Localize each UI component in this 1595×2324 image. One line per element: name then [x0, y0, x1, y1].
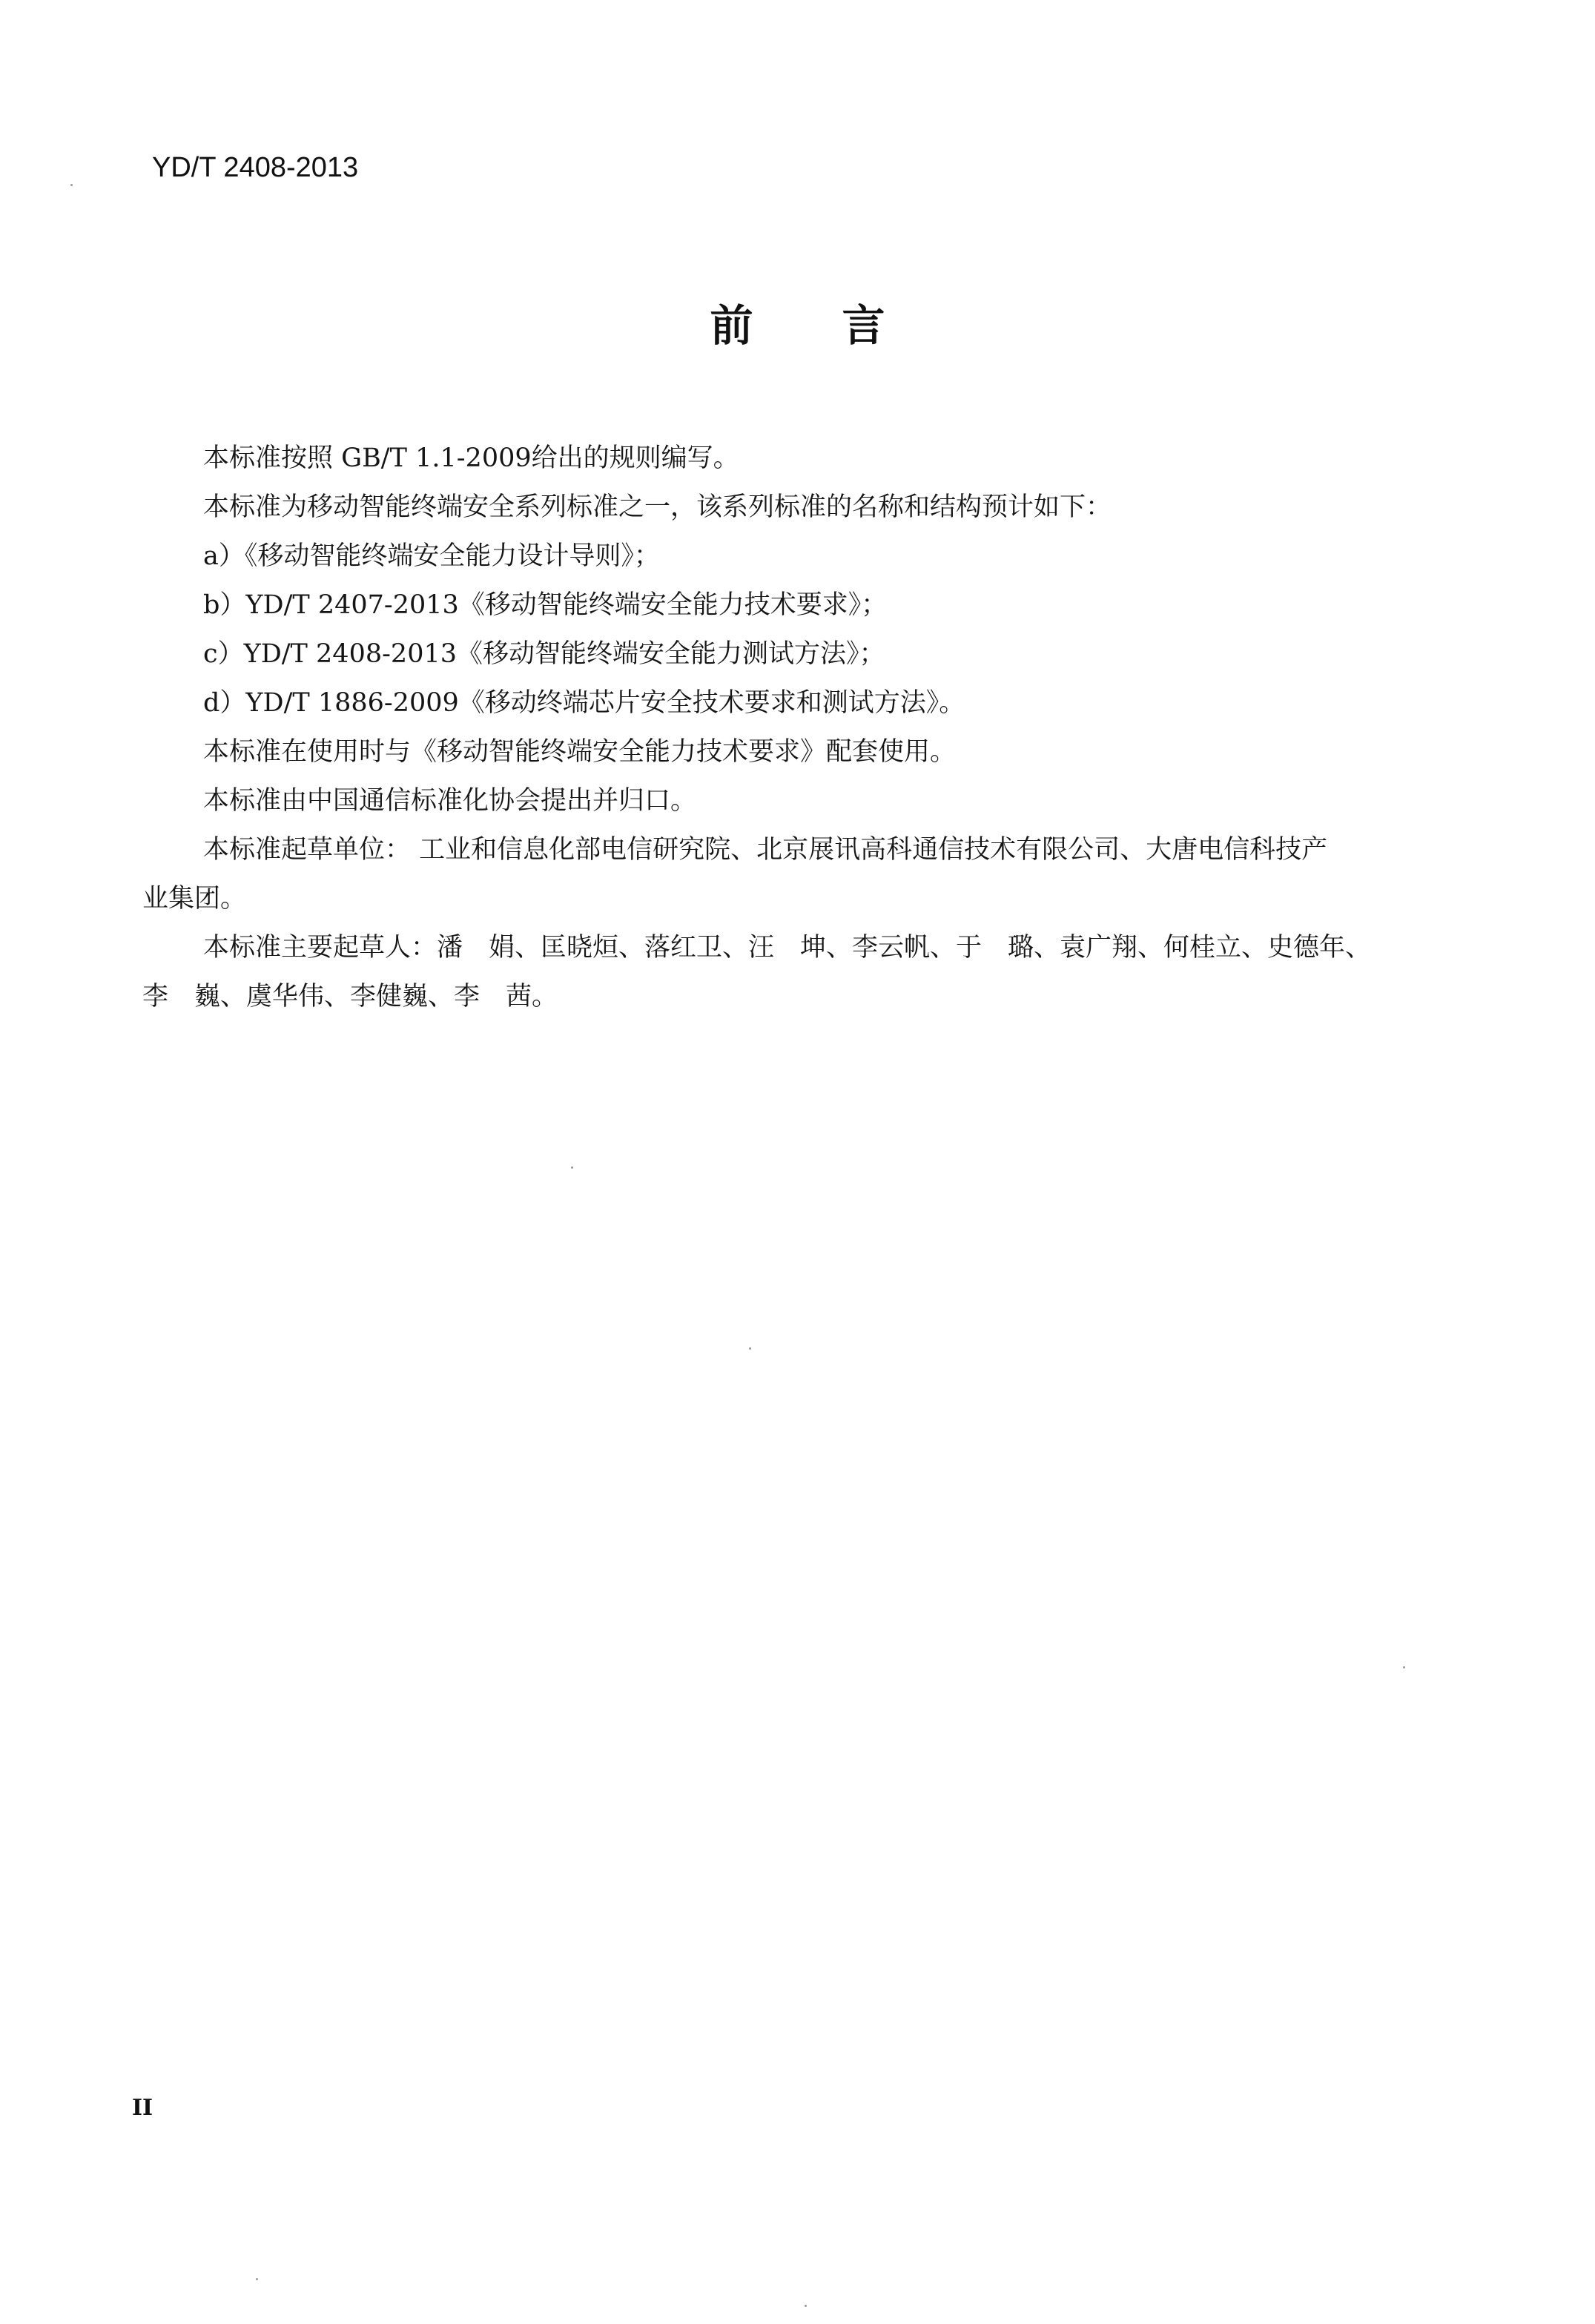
paragraph-drafters — [142, 923, 1447, 1021]
page-title: 前言 — [710, 300, 974, 351]
drafters-line-1: 本标准主要起草人：潘 娟、匡晓烜、落红卫、汪 坤、李云帆、于 璐、袁广翔、何桂立、史德年、 — [203, 933, 1372, 963]
scan-speck — [571, 1166, 573, 1169]
paragraph-rules: 本标准按照 GB/T 1.1-2009给出的规则编写。 — [203, 443, 739, 473]
drafting-units-line-2: 业集团。 — [142, 884, 247, 914]
paragraph-usage: 本标准在使用时与《移动智能终端安全能力技术要求》配套使用。 — [203, 737, 957, 767]
paragraph-series: 本标准为移动智能终端安全系列标准之一，该系列标准的名称和结构预计如下： — [203, 492, 1112, 522]
preface-body — [142, 434, 1447, 1021]
scan-speck — [805, 2305, 807, 2307]
drafters-line-2: 李 巍、虞华伟、李健巍、李 茜。 — [142, 982, 558, 1011]
page-number: II — [132, 2095, 153, 2121]
list-item-b: b）YD/T 2407-2013《移动智能终端安全能力技术要求》； — [203, 590, 888, 620]
paragraph-drafting-units — [142, 825, 1447, 923]
scan-speck — [256, 2278, 258, 2280]
scan-speck — [70, 184, 73, 186]
scan-speck — [749, 1347, 751, 1350]
scan-speck — [1403, 1666, 1405, 1668]
drafting-units-line-1: 本标准起草单位： 工业和信息化部电信研究院、北京展讯高科通信技术有限公司、大唐电信科技产 — [203, 835, 1328, 865]
paragraph-proposer: 本标准由中国通信标准化协会提出并归口。 — [203, 786, 697, 816]
list-item-c: c）YD/T 2408-2013《移动智能终端安全能力测试方法》； — [203, 639, 885, 669]
list-item-d: d）YD/T 1886-2009《移动终端芯片安全技术要求和测试方法》。 — [203, 688, 965, 718]
list-item-a: a）《移动智能终端安全能力设计导则》； — [203, 541, 660, 571]
document-code: YD/T 2408-2013 — [152, 152, 359, 183]
